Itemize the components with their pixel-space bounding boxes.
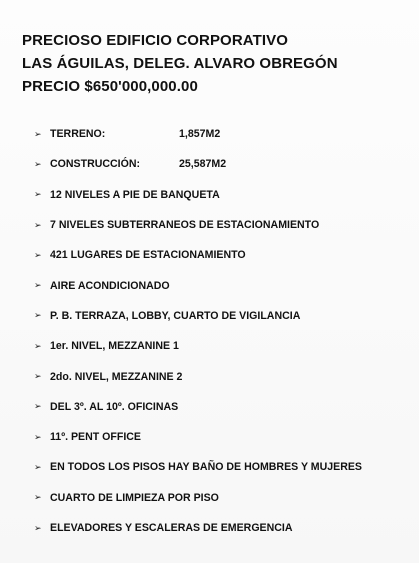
list-item-value: 25,587M2: [179, 158, 227, 171]
list-item: [34, 392, 414, 422]
price-line: PRECIO $650'000,000.00: [22, 78, 198, 95]
title-line-1: PRECIOSO EDIFICIO CORPORATIVO: [22, 32, 288, 49]
list-item: [34, 301, 414, 331]
arrow-right-icon: ➢: [34, 219, 42, 230]
arrow-right-icon: ➢: [34, 371, 42, 382]
arrow-right-icon: ➢: [34, 280, 42, 291]
list-item-label: 1er. NIVEL, MEZZANINE 1: [50, 340, 179, 353]
list-item: [34, 240, 414, 270]
arrow-right-icon: ➢: [34, 431, 42, 442]
list-item: [34, 361, 414, 391]
list-item-label: 7 NIVELES SUBTERRANEOS DE ESTACIONAMIENTO: [50, 219, 320, 232]
list-item: [34, 119, 414, 149]
list-item: [34, 331, 414, 361]
list-item: [34, 149, 414, 179]
list-item-label: TERRENO:: [50, 128, 106, 141]
list-item-label: P. B. TERRAZA, LOBBY, CUARTO DE VIGILANCIA: [50, 309, 301, 322]
list-item-label: 11º. PENT OFFICE: [50, 431, 141, 444]
list-item: [34, 422, 414, 452]
list-item-label: CUARTO DE LIMPIEZA POR PISO: [50, 491, 219, 504]
list-item-label: 421 LUGARES DE ESTACIONAMIENTO: [50, 249, 246, 262]
arrow-right-icon: ➢: [34, 249, 42, 260]
list-item: [34, 513, 414, 543]
list-item-label: 2do. NIVEL, MEZZANINE 2: [50, 370, 183, 383]
arrow-right-icon: ➢: [34, 158, 42, 169]
arrow-right-icon: ➢: [34, 492, 42, 503]
title-line-2: LAS ÁGUILAS, DELEG. ALVARO OBREGÓN: [22, 55, 338, 72]
list-item: [34, 483, 414, 513]
arrow-right-icon: ➢: [34, 401, 42, 412]
list-item-value: 1,857M2: [179, 128, 221, 141]
list-item-label: CONSTRUCCIÓN:: [50, 158, 141, 171]
list-item-label: DEL 3º. AL 10º. OFICINAS: [50, 400, 179, 413]
list-item: [34, 452, 414, 482]
list-item: [34, 180, 414, 210]
list-item-label: EN TODOS LOS PISOS HAY BAÑO DE HOMBRES Y MUJERES: [50, 461, 362, 474]
document-header: [22, 29, 412, 98]
arrow-right-icon: ➢: [34, 340, 42, 351]
list-item: [34, 270, 414, 300]
feature-list: [34, 119, 414, 543]
list-item-label: AIRE ACONDICIONADO: [50, 279, 170, 292]
list-item-label: 12 NIVELES A PIE DE BANQUETA: [50, 188, 220, 201]
arrow-right-icon: ➢: [34, 310, 42, 321]
arrow-right-icon: ➢: [34, 461, 42, 472]
list-item: [34, 210, 414, 240]
list-item-label: ELEVADORES Y ESCALERAS DE EMERGENCIA: [50, 522, 293, 534]
arrow-right-icon: ➢: [34, 522, 42, 533]
arrow-right-icon: ➢: [34, 128, 42, 139]
arrow-right-icon: ➢: [34, 189, 42, 200]
